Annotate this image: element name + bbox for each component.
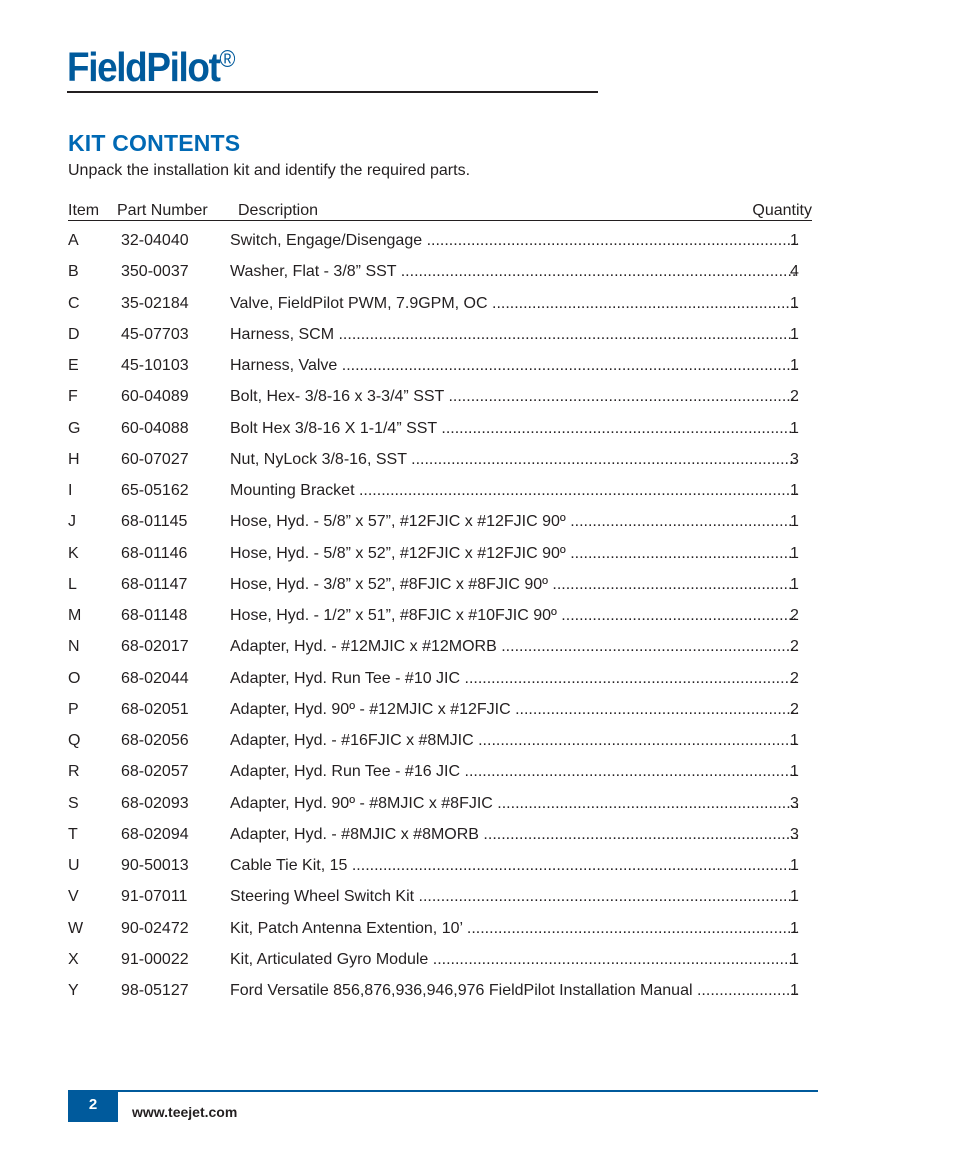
part-number: 68-01146 [121,544,188,562]
description-text: Switch, Engage/Disengage ..... [230,232,798,249]
quantity: 1 [790,325,799,343]
table-row [68,326,808,357]
item-letter: E [68,357,79,374]
part-number: 91-07011 [121,888,188,906]
part-description [230,420,798,438]
quantity: 1 [790,950,799,968]
description-text: Adapter, Hyd. 90º - #12MJIC x #12FJIC ..... [230,701,798,718]
quantity: 3 [790,825,799,843]
quantity: 2 [790,669,799,687]
description-text: Adapter, Hyd. Run Tee - #10 JIC ..... [230,670,798,687]
item-letter: B [68,263,79,281]
item-letter: Q [68,732,81,749]
table-row [68,451,808,482]
table-row [68,482,808,513]
part-description [230,482,798,500]
part-description [230,295,798,313]
part-number: 65-05162 [121,482,189,499]
description-text: Harness, SCM ..... [230,326,798,343]
part-number: 60-07027 [121,450,189,468]
part-description [230,513,798,531]
part-number: 68-02017 [121,638,189,656]
table-row [68,638,808,669]
description-text: Bolt, Hex- 3/8-16 x 3-3/4” SST ..... [230,388,798,405]
table-row [68,513,808,544]
description-text: Valve, FieldPilot PWM, 7.9GPM, OC ..... [230,295,798,312]
item-letter: W [68,919,84,937]
quantity: 1 [790,919,799,937]
part-description [230,982,798,1000]
header-description: Description [238,202,319,219]
part-number: 60-04088 [121,419,189,437]
part-description [230,670,798,688]
description-text: Bolt Hex 3/8-16 X 1-1/4” SST ..... [230,420,798,437]
quantity: 1 [790,544,799,562]
part-description [230,857,798,875]
description-text: Kit, Articulated Gyro Module ..... [230,951,798,968]
part-description [230,357,798,375]
part-number: 68-02057 [121,763,189,781]
description-text: Washer, Flat - 3/8” SST ..... [230,263,798,280]
table-row [68,951,808,982]
item-letter: M [68,607,82,624]
quantity: 1 [790,575,799,593]
item-letter: N [68,638,80,656]
table-row [68,763,808,794]
table-row [68,232,808,263]
description-text: Cable Tie Kit, 15 ..... [230,857,798,874]
logo-text: FieldPilot [67,44,220,90]
table-row [68,732,808,763]
description-text: Mounting Bracket ..... [230,482,798,499]
table-row [68,982,808,1013]
quantity: 2 [790,638,799,656]
table-row [68,888,808,919]
part-description [230,638,798,656]
header-rule [67,91,598,93]
part-number: 350-0037 [121,263,189,281]
part-description [230,701,798,719]
quantity: 1 [790,357,799,374]
part-description [230,888,798,906]
description-text: Hose, Hyd. - 5/8” x 52”, #12FJIC x #12FJIC 90º ..... [230,545,798,562]
part-description [230,326,798,344]
description-text: Hose, Hyd. - 1/2” x 51”, #8FJIC x #10FJIC 90º ..... [230,607,798,624]
quantity: 1 [790,982,799,999]
item-letter: D [68,325,80,343]
part-number: 35-02184 [121,294,189,312]
description-text: Adapter, Hyd. - #16FJIC x #8MJIC ..... [230,732,798,749]
part-description [230,795,798,813]
table-row [68,857,808,888]
quantity: 3 [790,794,799,812]
quantity: 1 [790,732,799,749]
part-number: 68-02093 [121,794,189,812]
part-number: 68-02094 [121,825,189,843]
table-row [68,576,808,607]
part-number: 32-04040 [121,232,189,249]
part-description [230,232,798,250]
item-letter: L [68,575,77,593]
quantity: 4 [790,263,799,281]
quantity: 1 [790,513,799,531]
item-letter: K [68,544,79,562]
description-text: Ford Versatile 856,876,936,946,976 FieldPilot Installation Manual ..... [230,982,798,999]
item-letter: X [68,950,79,968]
page-number: 2 [68,1092,118,1122]
header-item: Item [68,202,100,219]
registered-mark: ® [219,46,236,73]
table-row [68,545,808,576]
description-text: Hose, Hyd. - 3/8” x 52”, #8FJIC x #8FJIC 90º ..... [230,576,798,593]
quantity: 1 [790,857,799,874]
part-description [230,732,798,750]
part-number: 45-07703 [121,325,189,343]
table-row [68,701,808,732]
part-number: 98-05127 [121,982,189,999]
description-text: Hose, Hyd. - 5/8” x 57”, #12FJIC x #12FJIC 90º ..... [230,513,798,530]
table-row [68,263,808,294]
quantity: 1 [790,419,799,437]
quantity: 1 [790,294,799,312]
item-letter: C [68,294,80,312]
table-row [68,920,808,951]
part-number: 68-02044 [121,669,189,687]
part-description [230,920,798,938]
intro-text: Unpack the installation kit and identify the required parts. [68,162,471,179]
quantity: 1 [790,232,799,249]
fieldpilot-logo [67,44,235,91]
table-row [68,357,808,388]
table-row [68,795,808,826]
part-number: 90-02472 [121,919,189,937]
part-description [230,451,798,469]
table-header [68,202,812,221]
part-description [230,607,798,625]
quantity: 1 [790,763,799,781]
description-text: Kit, Patch Antenna Extention, 10’ ..... [230,920,798,937]
part-number: 60-04089 [121,388,189,406]
description-text: Adapter, Hyd. Run Tee - #16 JIC ..... [230,763,798,780]
item-letter: R [68,763,80,781]
quantity: 1 [790,482,799,499]
description-text: Adapter, Hyd. - #8MJIC x #8MORB ..... [230,826,798,843]
item-letter: Y [68,982,79,999]
part-description [230,763,798,781]
part-description [230,826,798,844]
header-part-number: Part Number [117,202,208,219]
description-text: Adapter, Hyd. 90º - #8MJIC x #8FJIC ..... [230,795,798,812]
quantity: 2 [790,700,799,718]
quantity: 2 [790,607,799,624]
quantity: 1 [790,888,799,906]
item-letter: V [68,888,79,906]
item-letter: A [68,232,79,249]
part-number: 68-01147 [121,575,188,593]
part-number: 91-00022 [121,950,189,968]
table-row [68,420,808,451]
part-description [230,263,798,281]
part-number: 45-10103 [121,357,189,374]
quantity: 2 [790,388,799,406]
part-number: 68-01148 [121,607,188,624]
quantity: 3 [790,450,799,468]
item-letter: T [68,825,78,843]
header-quantity: Quantity [752,202,812,219]
table-row [68,295,808,326]
item-letter: F [68,388,78,406]
item-letter: P [68,700,79,718]
part-number: 68-02051 [121,700,189,718]
part-description [230,545,798,563]
part-number: 68-02056 [121,732,189,749]
part-description [230,576,798,594]
item-letter: S [68,794,79,812]
section-title: KIT CONTENTS [68,130,241,156]
item-letter: H [68,450,80,468]
footer-rule [68,1090,818,1092]
part-number: 90-50013 [121,857,189,874]
table-row [68,388,808,419]
website-url: www.teejet.com [132,1104,238,1120]
item-letter: I [68,482,73,499]
part-description [230,951,798,969]
description-text: Steering Wheel Switch Kit ..... [230,888,798,905]
part-number: 68-01145 [121,513,188,531]
item-letter: J [68,513,76,531]
table-row [68,670,808,701]
description-text: Harness, Valve ..... [230,357,798,374]
table-row [68,607,808,638]
description-text: Adapter, Hyd. - #12MJIC x #12MORB ..... [230,638,798,655]
item-letter: U [68,857,80,874]
parts-table [68,232,808,1013]
part-description [230,388,798,406]
description-text: Nut, NyLock 3/8-16, SST ..... [230,451,798,468]
item-letter: O [68,669,81,687]
table-row [68,826,808,857]
item-letter: G [68,419,81,437]
